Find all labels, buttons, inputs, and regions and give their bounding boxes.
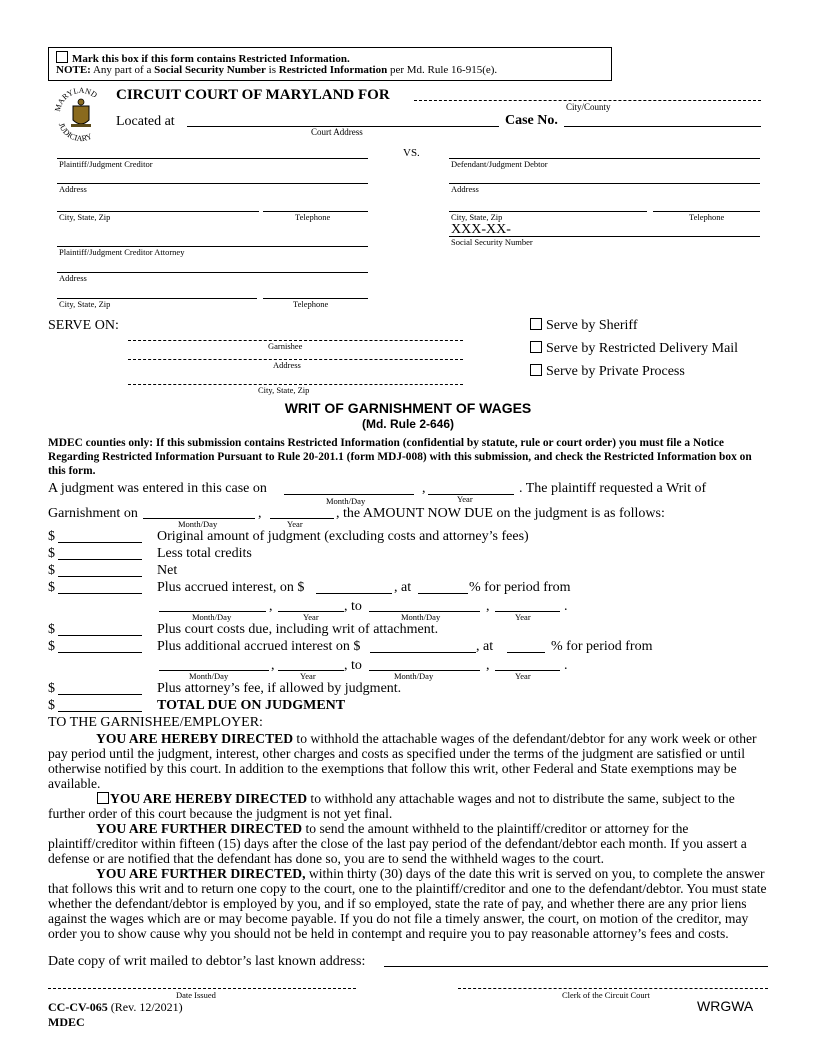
add-interest-rate-field[interactable] xyxy=(507,652,545,653)
restricted-info-checkbox[interactable] xyxy=(56,51,68,63)
not-final-checkbox[interactable] xyxy=(97,792,109,804)
total-label: TOTAL DUE ON JUDGMENT xyxy=(157,698,346,713)
clerk-signature-field[interactable] xyxy=(458,988,768,989)
judgment-comma: , xyxy=(422,481,426,496)
accrued-interest-label-a: Plus accrued interest, on $ xyxy=(157,580,305,595)
add-to-monthday-label: Month/Day xyxy=(394,671,434,681)
form-title: WRIT OF GARNISHMENT OF WAGES xyxy=(284,400,532,416)
ssn-label: Social Security Number xyxy=(451,237,533,247)
creditor-label: Plaintiff/Judgment Creditor xyxy=(59,159,153,169)
from-year-label: Year xyxy=(303,612,319,622)
form-id: CC-CV-065 (Rev. 12/2021) xyxy=(48,1000,183,1014)
date-issued-label: Date Issued xyxy=(176,990,216,1000)
add-comma: , xyxy=(271,658,275,673)
court-costs-label: Plus court costs due, including writ of attachment. xyxy=(157,622,439,637)
attorney-city-label: City, State, Zip xyxy=(59,299,111,309)
form-code: WRGWA xyxy=(697,998,754,1014)
restricted-info-line1: Mark this box if this form contains Restricted Information. xyxy=(56,51,350,65)
located-at-label: Located at xyxy=(116,114,175,129)
dollar-sign: $ xyxy=(48,546,55,561)
date-mailed-label: Date copy of writ mailed to debtor’s last known address: xyxy=(48,954,366,969)
dollar-sign: $ xyxy=(48,698,55,713)
add-interest-label-b: , at xyxy=(476,639,494,654)
directive-paragraph-3: YOU ARE FURTHER DIRECTED to send the amount withheld to the plaintiff/creditor or attorney for the plaintiff/creditor within fifteen (15) days after the close of the last pay period of the defendant/debtor each month. If you assert a defense or are notified that the defendant has done so, you are to send the withheld wages to the court. xyxy=(48,821,747,866)
date-mailed-field[interactable] xyxy=(384,966,768,967)
credits-label: Less total credits xyxy=(157,546,252,561)
add-period: . xyxy=(564,658,568,673)
interest-to: , to xyxy=(344,599,362,614)
add-from-year-label: Year xyxy=(300,671,316,681)
garnishee-address-label: Address xyxy=(273,360,301,370)
seal-bottom-text: JUDICIARY xyxy=(56,121,94,144)
add-from-monthday-label: Month/Day xyxy=(189,671,229,681)
case-no-field[interactable] xyxy=(564,126,761,127)
garnishment-year-label: Year xyxy=(287,519,303,529)
creditor-phone-label: Telephone xyxy=(295,212,331,222)
court-address-label: Court Address xyxy=(311,127,363,137)
ssn-prefix: XXX-XX- xyxy=(451,222,511,237)
directive-paragraph-2: YOU ARE HEREBY DIRECTED to withhold any attachable wages and not to distribute the same, subject to the further order of this court because the judgment is not yet final. xyxy=(48,791,735,821)
dollar-sign: $ xyxy=(48,622,55,637)
garnishment-line2-c: , the AMOUNT NOW DUE on the judgment is as follows: xyxy=(336,506,665,521)
accrued-interest-label-b: , at xyxy=(394,580,412,595)
debtor-label: Defendant/Judgment Debtor xyxy=(451,159,548,169)
serve-by-sheriff[interactable]: Serve by Sheriff xyxy=(530,318,638,334)
county-field[interactable] xyxy=(414,100,761,101)
garnishment-on-label: Garnishment on xyxy=(48,506,138,521)
debtor-address-label: Address xyxy=(451,184,479,194)
add-comma2: , xyxy=(486,658,490,673)
attorney-address-label: Address xyxy=(59,273,87,283)
add-to: , to xyxy=(344,658,362,673)
garnishment-monthday-label: Month/Day xyxy=(178,519,218,529)
serve-on-label: SERVE ON: xyxy=(48,318,119,333)
form-rule: (Md. Rule 2-646) xyxy=(361,417,454,431)
court-title: CIRCUIT COURT OF MARYLAND FOR xyxy=(116,87,390,103)
garnishment-comma: , xyxy=(258,506,262,521)
from-monthday-label: Month/Day xyxy=(192,612,232,622)
net-label: Net xyxy=(157,563,178,578)
judiciary-seal xyxy=(52,84,110,146)
add-interest-base-field[interactable] xyxy=(370,652,476,653)
directive-paragraph-1: YOU ARE HEREBY DIRECTED to withhold the attachable wages of the defendant/debtor for any work week or other pay period until the judgment, interest, other charges and costs as specified under the terms of the judgment are satisfied or until otherwise notified by this court. In addition to the exemptions that follow this writ, other Federal and State exemptions may be available. xyxy=(48,731,757,791)
attorney-label: Plaintiff/Judgment Creditor Attorney xyxy=(59,247,185,257)
mdec-notice: MDEC counties only: If this submission contains Restricted Information (confidential by statute, rule or court order) you must file a Notice Regarding Restricted Information Pursuant to Rule 20-201.1 (form MDJ-008) with this submission, and check the Restricted Information box on this form. xyxy=(48,437,752,477)
net-field[interactable] xyxy=(58,576,142,577)
accrued-interest-field[interactable] xyxy=(58,593,142,594)
to-monthday-label: Month/Day xyxy=(401,612,441,622)
vs-label: VS. xyxy=(403,147,420,159)
garnishee-city-label: City, State, Zip xyxy=(258,385,310,395)
total-field[interactable] xyxy=(58,711,142,712)
accrued-interest-label-c: % for period from xyxy=(469,580,571,595)
credits-field[interactable] xyxy=(58,559,142,560)
garnishee-label: Garnishee xyxy=(268,341,303,351)
judgment-date-field[interactable] xyxy=(284,494,414,495)
add-interest-label-c: % for period from xyxy=(551,639,653,654)
restricted-info-line2: NOTE: Any part of a Social Security Number is Restricted Information per Md. Rule 16-915(e). xyxy=(56,64,498,76)
judgment-line1-c: . The plaintiff requested a Writ of xyxy=(519,481,707,496)
interest-comma2: , xyxy=(486,599,490,614)
creditor-city-label: City, State, Zip xyxy=(59,212,111,222)
dollar-sign: $ xyxy=(48,639,55,654)
add-interest-label-a: Plus additional accrued interest on $ xyxy=(157,639,361,654)
seal-top-text: MARYLAND xyxy=(53,85,99,113)
creditor-address-label: Address xyxy=(59,184,87,194)
add-to-year-label: Year xyxy=(515,671,531,681)
dollar-sign: $ xyxy=(48,580,55,595)
creditor-address-field[interactable] xyxy=(57,183,368,184)
date-issued-field[interactable] xyxy=(48,988,356,989)
serve-by-private[interactable]: Serve by Private Process xyxy=(530,364,685,380)
city-county-label: City/County xyxy=(566,102,611,112)
add-interest-field[interactable] xyxy=(58,652,142,653)
original-amount-field[interactable] xyxy=(58,542,142,543)
atty-fee-label: Plus attorney’s fee, if allowed by judgment. xyxy=(157,681,402,696)
clerk-label: Clerk of the Circuit Court xyxy=(562,990,650,1000)
judgment-line1-a: A judgment was entered in this case on xyxy=(48,481,267,496)
interest-comma: , xyxy=(269,599,273,614)
debtor-address-field[interactable] xyxy=(449,183,760,184)
judgment-monthday-label: Month/Day xyxy=(326,496,366,506)
interest-base-field[interactable] xyxy=(316,593,392,594)
serve-mail-checkbox[interactable] xyxy=(530,341,542,353)
mdec-label: MDEC xyxy=(48,1015,85,1029)
dollar-sign: $ xyxy=(48,563,55,578)
court-costs-field[interactable] xyxy=(58,635,142,636)
attorney-phone-label: Telephone xyxy=(293,299,329,309)
serve-sheriff-checkbox[interactable] xyxy=(530,318,542,330)
atty-fee-field[interactable] xyxy=(58,694,142,695)
interest-period: . xyxy=(564,599,568,614)
dollar-sign: $ xyxy=(48,681,55,696)
debtor-phone-label: Telephone xyxy=(689,212,725,222)
serve-by-mail[interactable]: Serve by Restricted Delivery Mail xyxy=(530,341,738,357)
serve-private-checkbox[interactable] xyxy=(530,364,542,376)
case-no-label: Case No. xyxy=(505,113,558,128)
attorney-address-field[interactable] xyxy=(57,272,368,273)
debtor-city-label: City, State, Zip xyxy=(451,212,503,222)
judgment-year-label: Year xyxy=(457,494,473,504)
to-garnishee-heading: TO THE GARNISHEE/EMPLOYER: xyxy=(48,715,263,730)
dollar-sign: $ xyxy=(48,529,55,544)
directive-paragraph-4: YOU ARE FURTHER DIRECTED, within thirty (30) days of the date this writ is served on you, to complete the answer that follows this writ and to return one copy to the court, one to the plaintiff/creditor and one to the defendant/debtor. You must state whether the defendant/debtor is employed by you, and if so employed, state the rate of pay, and whether there are any prior liens against the wages which are or may become payable. If you do not file a timely answer, the court, on motion of the creditor, may order you to show cause why you should not be held in contempt and require you to pay reasonable attorney’s fees and costs. xyxy=(48,866,767,941)
interest-rate-field[interactable] xyxy=(418,593,468,594)
original-amount-label: Original amount of judgment (excluding costs and attorney’s fees) xyxy=(157,529,529,544)
to-year-label: Year xyxy=(515,612,531,622)
